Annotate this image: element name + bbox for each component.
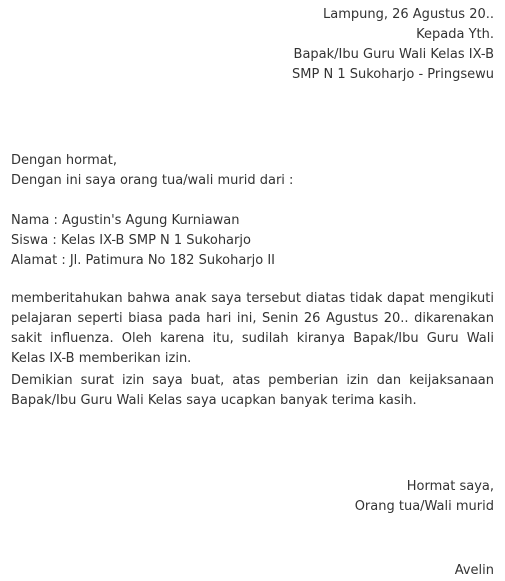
addressee-recipient: Bapak/Ibu Guru Wali Kelas IX-B — [293, 47, 494, 62]
letter-opening — [11, 151, 494, 191]
student-name: Nama : Agustin's Agung Kurniawan — [11, 213, 240, 228]
body-paragraph-1: memberitahukan bahwa anak saya tersebut diatas tidak dapat mengikuti pelajaran seperti biasa pada hari ini, Senin 26 Agustus 20.. dikarenakan sakit influenza. Oleh karena itu, sudilah kiranya Bapak/Ibu Guru Wali Kelas IX-B memberikan izin. — [11, 291, 494, 366]
closing-role: Orang tua/Wali murid — [354, 499, 494, 514]
student-address: Alamat : Jl. Patimura No 182 Sukoharjo II — [11, 253, 276, 268]
student-details — [11, 211, 494, 271]
letter-header — [11, 5, 494, 85]
place-date: Lampung, 26 Agustus 20.. — [323, 7, 494, 22]
closing-regards: Hormat saya, — [406, 479, 494, 494]
student-class: Siswa : Kelas IX-B SMP N 1 Sukoharjo — [11, 233, 251, 248]
addressee-to: Kepada Yth. — [416, 27, 494, 42]
salutation: Dengan hormat, — [11, 153, 118, 168]
letter-closing — [11, 477, 494, 581]
signer-name: Avelin — [454, 563, 494, 578]
body-paragraph-2: Demikian surat izin saya buat, atas pemberian izin dan keijaksanaan Bapak/Ibu Guru Wali Kelas saya ucapkan banyak terima kasih. — [11, 373, 494, 408]
permission-letter — [11, 5, 494, 581]
addressee-school: SMP N 1 Sukoharjo - Pringsewu — [292, 67, 494, 82]
opening-intro: Dengan ini saya orang tua/wali murid dari : — [11, 173, 294, 188]
